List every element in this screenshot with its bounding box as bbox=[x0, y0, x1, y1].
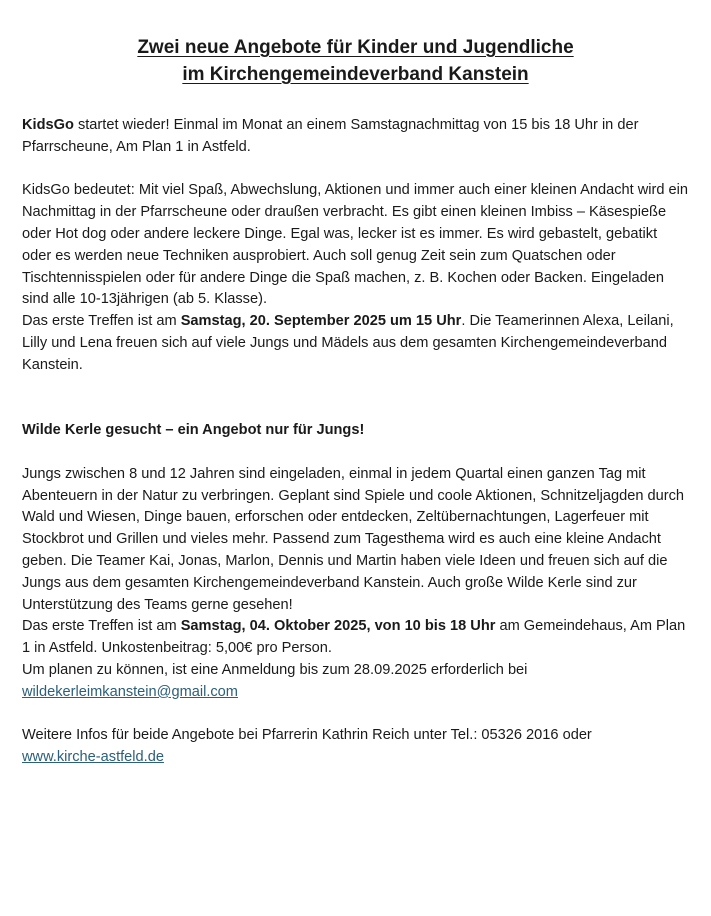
kidsgo-intro-text: startet wieder! Einmal im Monat an einem Samstagnachmittag von 15 bis 18 Uhr in der Pfarrscheune, Am Plan 1 in Astfeld. bbox=[22, 117, 639, 155]
kidsgo-name: KidsGo bbox=[22, 117, 74, 133]
email-link[interactable]: wildekerleimkanstein@gmail.com bbox=[22, 683, 238, 700]
spacer bbox=[22, 442, 689, 464]
kidsgo-first-meeting-post: . Die Teamerinnen Alexa, Leilani, Lilly und Lena freuen sich auf viele Jungs und Mädels aus dem gesamten Kirchengemeindeverband Kanstein. bbox=[22, 313, 674, 373]
kidsgo-first-meeting bbox=[22, 311, 689, 376]
title-line-2: im Kirchengemeindeverband Kanstein bbox=[182, 64, 529, 85]
website-link[interactable]: www.kirche-astfeld.de bbox=[22, 749, 164, 766]
wilde-kerle-first-meeting-date: Samstag, 04. Oktober 2025, von 10 bis 18 Uhr bbox=[180, 618, 496, 635]
wilde-kerle-first-meeting-pre: Das erste Treffen ist am bbox=[22, 618, 181, 635]
page-title bbox=[22, 34, 689, 88]
contact-website-line bbox=[22, 747, 689, 769]
wilde-kerle-email-line bbox=[22, 682, 689, 704]
kidsgo-intro bbox=[22, 115, 689, 159]
contact-info: Weitere Infos für beide Angebote bei Pfarrerin Kathrin Reich unter Tel.: 05326 2016 oder bbox=[22, 727, 592, 744]
wilde-kerle-first-meeting-post: am Gemeindehaus, Am Plan 1 in Astfeld. Unkostenbeitrag: 5,00€ pro Person. bbox=[22, 618, 686, 657]
spacer bbox=[22, 159, 689, 181]
kidsgo-first-meeting-pre: Das erste Treffen ist am bbox=[22, 313, 181, 330]
spacer bbox=[22, 377, 689, 421]
kidsgo-first-meeting-date: Samstag, 20. September 2025 um 15 Uhr bbox=[180, 313, 462, 330]
wilde-kerle-heading bbox=[22, 420, 689, 442]
wilde-kerle-first-meeting bbox=[22, 616, 689, 660]
spacer bbox=[22, 704, 689, 726]
wilde-kerle-registration: Um planen zu können, ist eine Anmeldung bis zum 28.09.2025 erforderlich bei bbox=[22, 661, 528, 678]
kidsgo-description: KidsGo bedeutet: Mit viel Spaß, Abwechslung, Aktionen und immer auch einer kleinen Andacht wird ein Nachmittag in der Pfarrscheune oder draußen verbracht. Es gibt einen kleinen Imbiss – Käsespieße oder Hot dog oder andere leckere Dinge. Egal was, lecker ist es immer. Es wird gebastelt, gebatikt oder es werden neue Techniken ausprobiert. Auch soll genug Zeit sein zum Quatschen oder Tischtennisspielen oder für andere Dinge die Spaß machen, z. B. Kochen oder Backen. Eingeladen sind alle 10-13jährigen (ab 5. Klasse). bbox=[22, 182, 689, 308]
wilde-kerle-description: Jungs zwischen 8 und 12 Jahren sind eingeladen, einmal in jedem Quartal einen ganzen Tag mit Abenteuern in der Natur zu verbringen. Geplant sind Spiele und coole Aktionen, Schnitzeljagden durch Wald und Wiesen, Dinge bauen, erforschen oder entdecken, Zeltübernachtungen, Lagerfeuer mit Stockbrot und Grillen und vieles mehr. Passend zum Tagesthema wird es auch eine kleine Andacht geben. Die Teamer Kai, Jonas, Marlon, Dennis und Martin haben viele Ideen und freuen sich auf die Jungs aus dem gesamten Kirchengemeindeverband Kanstein. Auch große Wilde Kerle sind zur Unterstützung des Teams gerne gesehen! bbox=[22, 465, 685, 613]
wilde-kerle-heading-text: Wilde Kerle gesucht – ein Angebot nur für Jungs! bbox=[22, 422, 365, 439]
title-line-1: Zwei neue Angebote für Kinder und Jugendliche bbox=[137, 37, 574, 58]
